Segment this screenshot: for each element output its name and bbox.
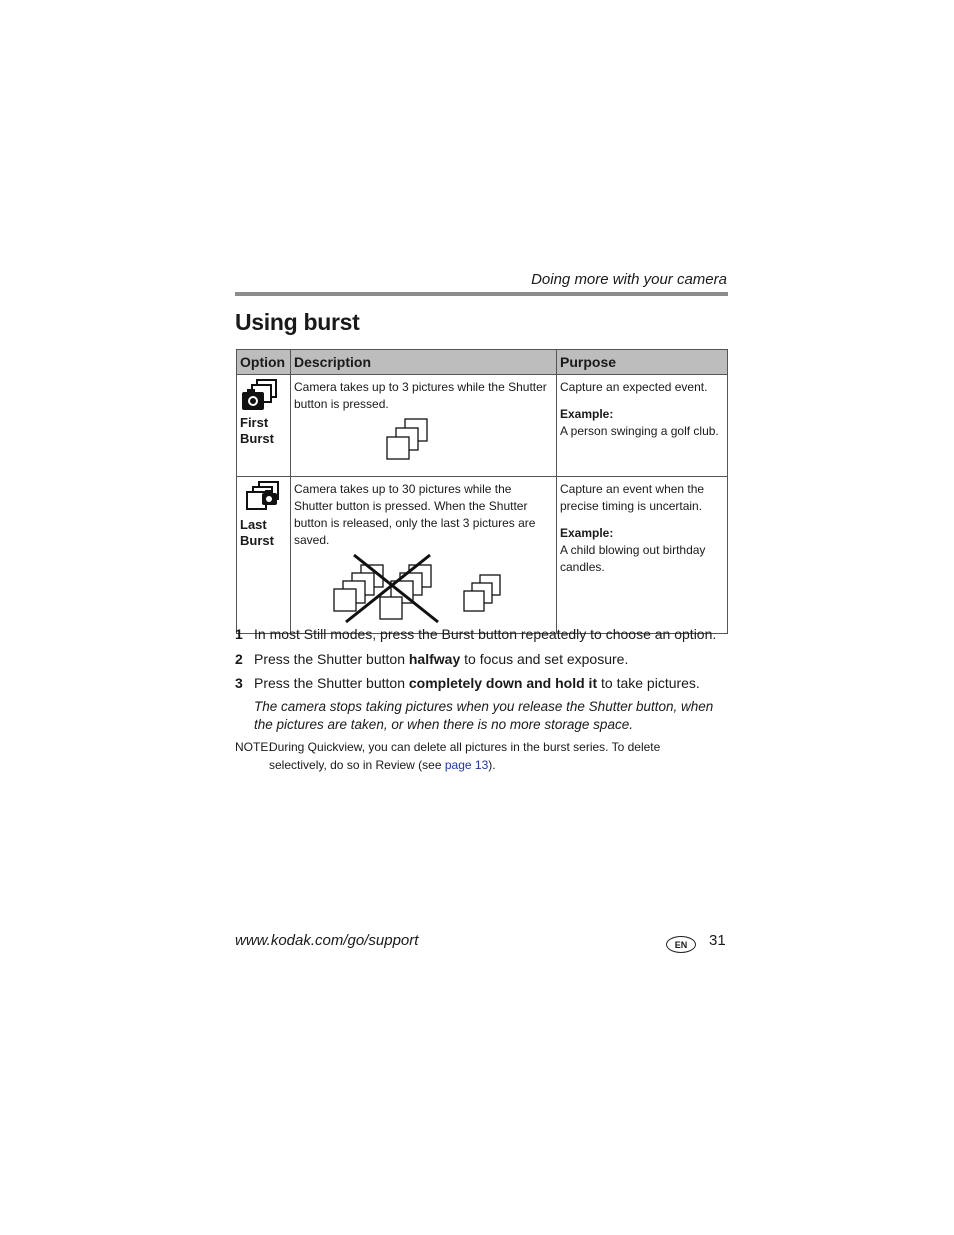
example-label: Example: [560,526,614,540]
header-divider [235,292,728,296]
last-burst-icon [240,481,280,515]
table-row [237,375,728,477]
step-item [235,649,729,674]
note-block [235,738,715,774]
step-number: 1 [235,626,243,642]
column-header-description: Description [291,350,557,375]
language-badge: EN [666,936,696,953]
step-text: Press the Shutter button [254,650,409,667]
option-label: Last Burst [240,517,274,548]
example-text: A person swinging a golf club. [560,424,719,438]
example-text: A child blowing out birthday candles. [560,543,706,574]
burst-options-table [236,349,728,634]
support-url: www.kodak.com/go/support [235,932,419,949]
step-text: to focus and set exposure. [460,650,629,667]
step-item [235,624,729,649]
purpose-text: Capture an event when the precise timing is uncertain. [560,482,705,513]
option-label: First Burst [240,415,274,446]
note-text [235,738,715,774]
step-text: Press the Shutter button [254,675,409,691]
table-row [237,477,728,634]
description-text: Camera takes up to 30 pictures while the Shutter button is pressed. When the Shutter button is released, only the last 3 pictures are saved. [294,482,536,547]
description-text: Camera takes up to 3 pictures while the Shutter button is pressed. [294,380,547,411]
note-text-before: During Quickview, you can delete all pictures in the burst series. To delete selectively, do so in Review (see [269,740,661,772]
purpose-cell [557,375,728,477]
step-list [235,624,729,698]
page-number: 31 [709,932,726,949]
step-emphasis: completely down and hold it [408,675,598,691]
purpose-cell [557,477,728,634]
page-link[interactable]: page 13 [444,758,489,772]
step-result-text: The camera stops taking pictures when you release the Shutter button, when the pictures are taken, or when there is no more storage space. [254,699,714,732]
page-title: Using burst [235,309,360,335]
step-emphasis: halfway [408,650,461,667]
column-header-option: Option [237,350,291,375]
purpose-text: Capture an expected event. [560,380,708,394]
option-cell [237,477,291,634]
step-number: 2 [235,650,243,667]
discarded-vs-saved-frames-illustration [294,553,544,629]
example-label: Example: [560,407,614,421]
description-cell [291,375,557,477]
table-header-row [237,350,728,375]
step-number: 3 [235,675,243,691]
step-text: to take pictures. [597,675,700,691]
option-cell [237,375,291,477]
description-cell [291,477,557,634]
column-header-purpose: Purpose [557,350,728,375]
step-text: In most Still modes, press the Burst button repeatedly to choose an option. [254,626,717,642]
three-frames-illustration [294,417,544,469]
step-item [235,673,729,698]
note-label: NOTE: [235,740,272,754]
note-text-after: ). [488,758,496,772]
section-header: Doing more with your camera [531,271,727,288]
first-burst-icon [240,379,280,413]
